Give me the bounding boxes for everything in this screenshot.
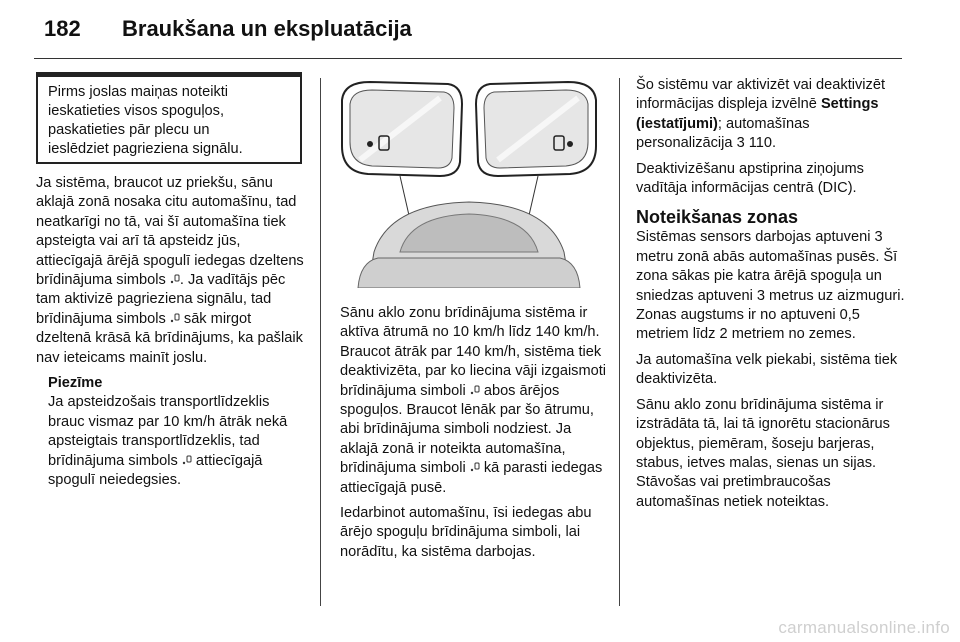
paragraph: Sistēmas sensors darbojas aptuveni 3 metru zonā abās automašīnas pusēs. Šī zona sākas pie katra ārējā spoguļa un sniedzas aptuveni 3 metrus uz aizmuguri. Zonas augstums ir no aptuveni 0,5 metriem līdz 2 metriem no zemes. [636,229,905,343]
blind-spot-warning-icon [182,455,192,466]
column-1 [36,174,306,491]
paragraph: Šo sistēmu var aktivizēt vai deaktivizēt informācijas displeja izvēlnē Settings (iestatījumi); automašīnas personalizācija 3 110. [636,77,885,152]
mirror-illustration [330,76,608,288]
blind-spot-warning-icon [170,313,180,324]
warning-line: paskatieties pār plecu un [48,122,210,138]
menu-name: Settings (iestatījumi) [636,96,879,132]
column-2 [340,304,612,568]
note-title: Piezīme [48,375,103,392]
note-block [36,374,306,490]
warning-line: Pirms joslas maiņas noteikti [48,84,229,100]
page-header [44,16,904,46]
blind-spot-warning-icon [170,274,180,285]
blind-spot-warning-icon [470,385,480,396]
paragraph: Ja automašīna velk piekabi, sistēma tiek deaktivizēta. [636,351,898,388]
column-divider-1 [320,78,321,606]
column-3 [636,76,906,518]
paragraph: Sānu aklo zonu brīdinājuma sistēma ir izstrādāta tā, lai tā ignorētu stacionārus objektus, piemēram, šoseju barjeras, stabus, ietves malas, sienas un sijas. Stāvošas vai pretimbraucošas automašīnas netiek noteiktas. [636,396,890,510]
warning-line: ieslēdziet pagrieziena signālu. [48,141,243,157]
section-heading: Noteikšanas zonas [636,207,799,228]
paragraph: Ja sistēma, braucot uz priekšu, sānu aklajā zonā nosaka citu automašīnu, tad neatkarīgi no tā, vai šī automašīna tiek apsteigta vai arī tā apsteidz jūs, attiecīgajā ārējā spogulī iedegas dzeltens brīdinājuma simbols . Ja vadītājs pēc tam aktivizē pagrieziena signālu, tad brīdinājuma simbols sāk mirgot dzeltenā krāsā kā brīdinājums, ka pašlaik nav ieteicams mainīt joslu. [36,175,304,366]
paragraph: Sānu aklo zonu brīdinājuma sistēma ir aktīva ātrumā no 10 km/h līdz 140 km/h. Braucot ātrāk par 140 km/h, sistēma tiek deaktivizēta, par ko liecina vāji izgaismoti brīdinājuma simboli abos ārējos spoguļos. Braucot lēnāk par šo ātrumu, abi brīdinājuma simboli nodziest. Ja aklajā zonā ir noteikta automašīna, brīdinājuma simboli kā parasti iedegas attiecīgajā pusē. [340,305,607,496]
paragraph: Deaktivizēšanu apstiprina ziņojums vadītāja informācijas centrā (DIC). [636,160,864,197]
page-reference-icon: 3 [736,135,745,152]
note-text: Ja apsteidzošais transportlīdzeklis brauc vismaz par 10 km/h ātrāk nekā apsteigtais transportlīdzeklis, tad brīdinājuma simbols attiecīgajā spogulī neiedegsies. [48,394,288,489]
blind-spot-warning-icon [470,462,480,473]
page-title: Braukšana un ekspluatācija [122,16,412,41]
column-divider-2 [619,78,620,606]
header-divider [34,58,902,59]
page-number: 182 [44,16,81,41]
paragraph: Iedarbinot automašīnu, īsi iedegas abu ārējo spoguļu brīdinājuma simboli, lai norādītu, ka sistēma darbojas. [340,505,592,560]
watermark: carmanualsonline.info [778,618,950,637]
warning-line: ieskatieties visos spoguļos, [48,103,225,119]
warning-box [36,72,302,164]
